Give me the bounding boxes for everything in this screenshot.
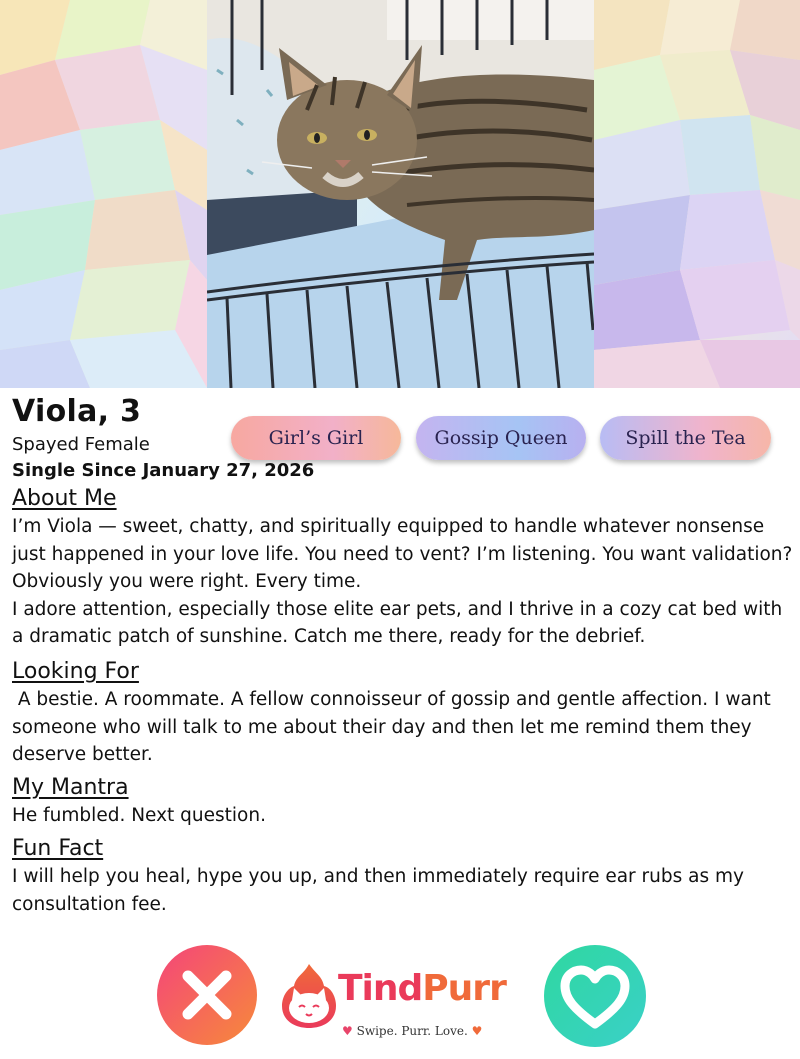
like-button[interactable]	[543, 944, 647, 1048]
small-heart-icon: ♥	[342, 1024, 353, 1038]
slogan-text: Swipe. Purr. Love.	[356, 1024, 468, 1038]
mantra-text: He fumbled. Next question.	[12, 805, 266, 826]
looking-text: A bestie. A roommate. A fellow connoisseur of gossip and gentle affection. I want someone who will talk to me about their day and then let me remind them they deserve better.	[12, 689, 777, 765]
logo-wordmark	[338, 968, 506, 1009]
logo-slogan	[342, 1024, 482, 1038]
mantra-heading: My Mantra	[12, 775, 129, 800]
tindpurr-logo	[278, 960, 528, 1050]
profile-name: Viola, 3	[12, 394, 142, 429]
profile-sex: Spayed Female	[12, 434, 150, 455]
looking-heading: Looking For	[12, 659, 139, 684]
profile-single-since: Single Since January 27, 2026	[12, 460, 315, 481]
logo-word-tind: Tind	[338, 968, 423, 1009]
fun-heading: Fun Fact	[12, 836, 104, 861]
section-about-me	[12, 485, 796, 651]
about-heading: About Me	[12, 486, 117, 511]
tag-girls-girl[interactable]: Girl’s Girl	[231, 416, 401, 460]
cat-flame-icon	[278, 960, 340, 1030]
about-text: I’m Viola — sweet, chatty, and spiritually equipped to handle whatever nonsense just happened in your love life. You need to vent? I’m listening. You want validation? Obviously you were right. Every time. I adore attention, especially those elite ear pets, and I thrive in a cozy cat bed with a dramatic patch of sunshine. Catch me there, ready for the debrief.	[12, 516, 793, 647]
cat-photo	[207, 0, 594, 388]
tag-spill-the-tea[interactable]: Spill the Tea	[600, 416, 771, 460]
reject-button[interactable]	[156, 944, 258, 1046]
section-looking-for	[12, 658, 796, 769]
cat-photo-illustration	[207, 0, 594, 388]
header-banner	[0, 0, 800, 388]
logo-word-purr: Purr	[422, 968, 506, 1009]
section-fun-fact	[12, 835, 796, 918]
small-heart-icon: ♥	[471, 1024, 483, 1038]
section-my-mantra	[12, 774, 796, 830]
tag-gossip-queen[interactable]: Gossip Queen	[416, 416, 586, 460]
fun-text: I will help you heal, hype you up, and then immediately require ear rubs as my consultation fee.	[12, 866, 750, 915]
